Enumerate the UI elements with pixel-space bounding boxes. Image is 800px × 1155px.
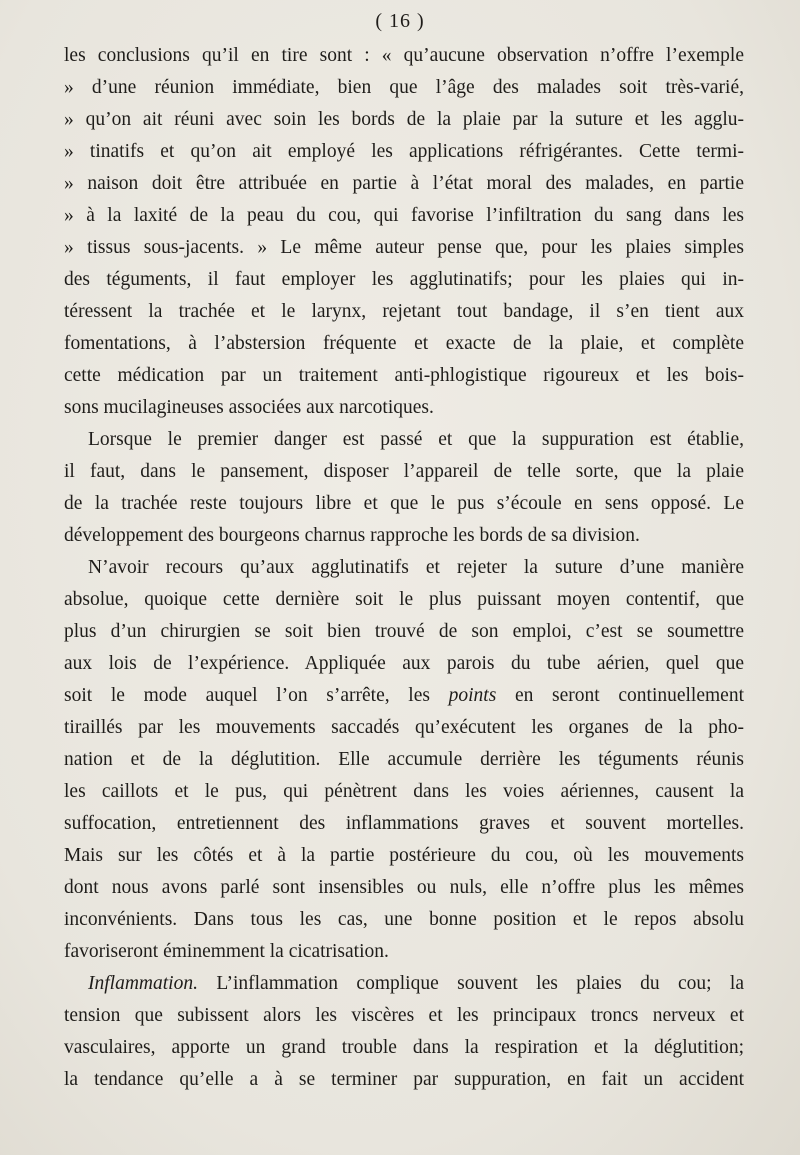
text-line: » naison doit être attribuée en partie à l’état moral des malades, en partie (64, 173, 744, 194)
text-line: plus d’un chirurgien se soit bien trouvé de son emploi, c’est se soumettre (64, 621, 744, 642)
page-number: ( 16 ) (375, 10, 425, 32)
text-line: vasculaires, apporte un grand trouble dans la respiration et la déglutition; (64, 1037, 744, 1058)
text-line (64, 968, 744, 1000)
text-line: aux lois de l’expérience. Appliquée aux parois du tube aérien, quel que (64, 653, 744, 674)
text-line: cette médication par un traitement anti-phlogistique rigoureux et les bois- (64, 365, 744, 386)
text-line: » à la laxité de la peau du cou, qui favorise l’infiltration du sang dans les (64, 205, 744, 226)
text-line: Lorsque le premier danger est passé et que la suppuration est établie, (88, 429, 744, 450)
text-line: développement des bourgeons charnus rapproche les bords de sa division. (64, 525, 640, 546)
text-line: favoriseront éminemment la cicatrisation. (64, 941, 389, 962)
text-line: » tinatifs et qu’on ait employé les applications réfrigérantes. Cette termi- (64, 141, 744, 162)
text-line: » tissus sous-jacents. » Le même auteur pense que, pour les plaies simples (64, 237, 744, 258)
text-line: dont nous avons parlé sont insensibles ou nuls, elle n’offre plus les mêmes (64, 877, 744, 898)
text-line: inconvénients. Dans tous les cas, une bonne position et le repos absolu (64, 909, 744, 930)
text-line: absolue, quoique cette dernière soit le plus puissant moyen contentif, que (64, 589, 744, 610)
text-line: la tendance qu’elle a à se terminer par suppuration, en fait un accident (64, 1069, 744, 1090)
text-line: des téguments, il faut employer les agglutinatifs; pour les plaies qui in- (64, 269, 744, 290)
body-text (64, 40, 744, 1096)
text-line: les conclusions qu’il en tire sont : « qu’aucune observation n’offre l’exemple (64, 45, 744, 66)
text-line: N’avoir recours qu’aux agglutinatifs et rejeter la suture d’une manière (88, 557, 744, 578)
text-line: sons mucilagineuses associées aux narcotiques. (64, 397, 434, 418)
text-segment: soit le mode auquel l’on s’arrête, les (64, 685, 449, 706)
text-line: nation et de la déglutition. Elle accumule derrière les téguments réunis (64, 749, 744, 770)
text-line: suffocation, entretiennent des inflammations graves et souvent mortelles. (64, 813, 744, 834)
text-line: il faut, dans le pansement, disposer l’appareil de telle sorte, que la plaie (64, 461, 744, 482)
text-segment: L’inflammation complique souvent les plaies du cou; la (197, 973, 744, 994)
text-line: » d’une réunion immédiate, bien que l’âge des malades soit très-varié, (64, 77, 744, 98)
text-segment: en seront continuellement (496, 685, 745, 706)
text-line: de la trachée reste toujours libre et que le pus s’écoule en sens opposé. Le (64, 493, 744, 514)
text-line: Mais sur les côtés et à la partie postérieure du cou, où les mouvements (64, 845, 744, 866)
italic-term: Inflammation. (88, 973, 198, 994)
text-line: tiraillés par les mouvements saccadés qu’exécutent les organes de la pho- (64, 717, 744, 738)
text-line (64, 680, 744, 712)
text-line: fomentations, à l’abstersion fréquente et exacte de la plaie, et complète (64, 333, 744, 354)
text-line: tension que subissent alors les viscères et les principaux troncs nerveux et (64, 1005, 744, 1026)
italic-term: points (448, 685, 497, 706)
text-line: » qu’on ait réuni avec soin les bords de la plaie par la suture et les agglu- (64, 109, 744, 130)
text-line: les caillots et le pus, qui pénètrent dans les voies aériennes, causent la (64, 781, 744, 802)
text-line: téressent la trachée et le larynx, rejetant tout bandage, il s’en tient aux (64, 301, 744, 322)
